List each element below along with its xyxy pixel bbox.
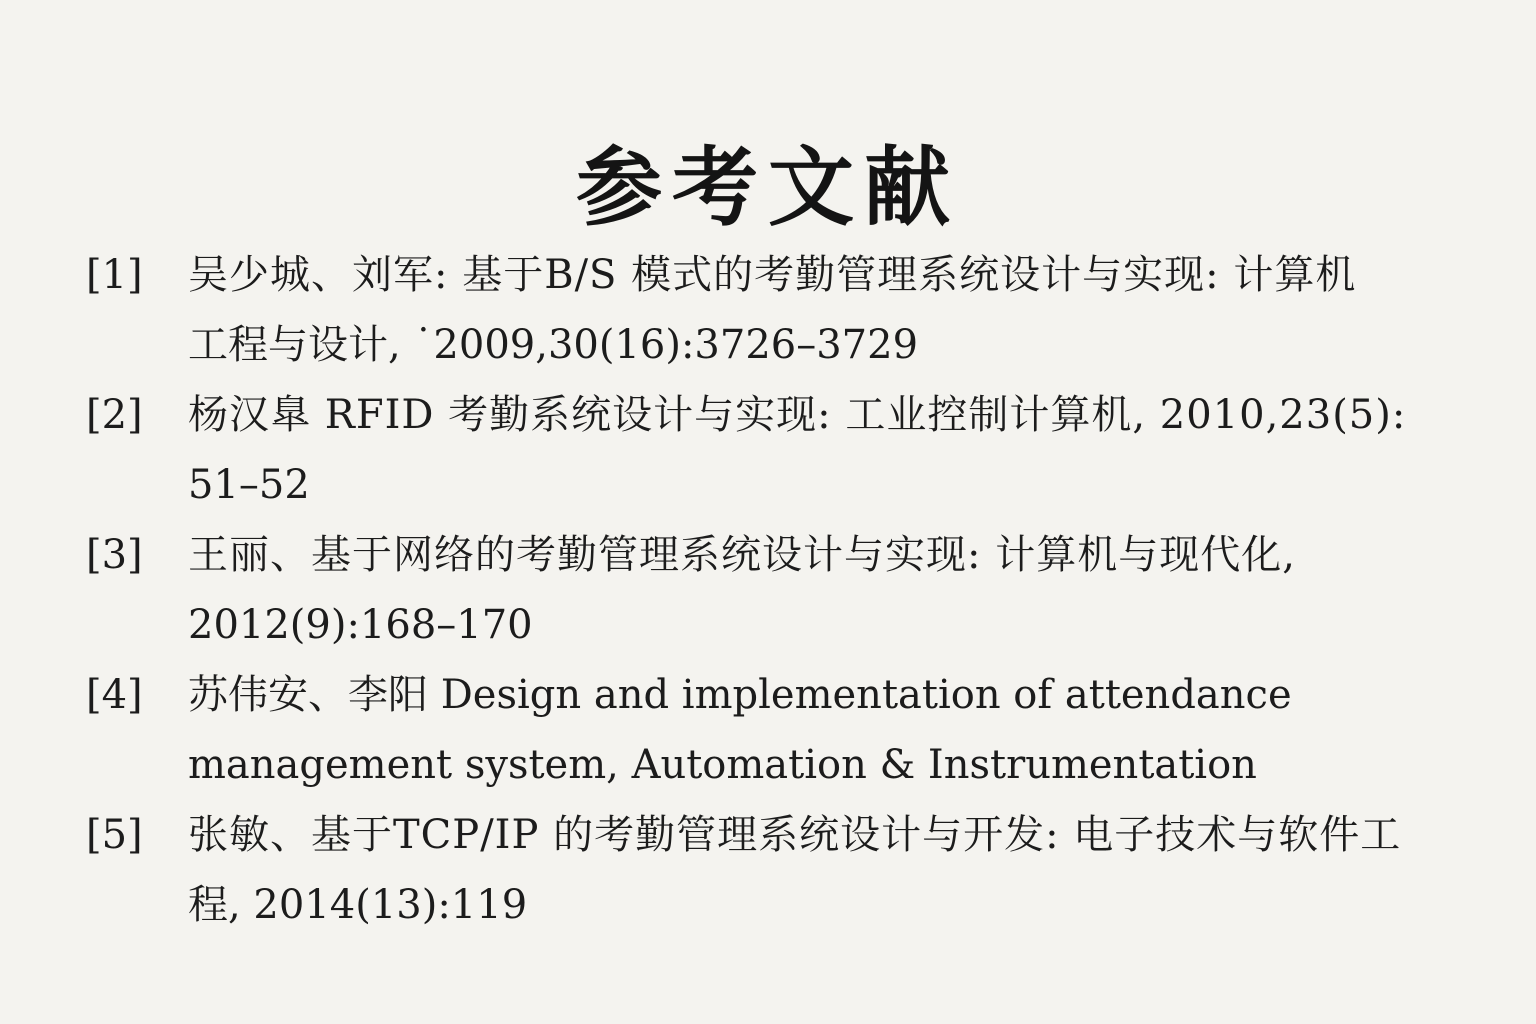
reference-line: 51–52 bbox=[188, 462, 310, 508]
reference-line: 张敏、基于TCP/IP 的考勤管理系统设计与开发: 电子技术与软件工 bbox=[188, 812, 1402, 858]
reference-text bbox=[188, 800, 1506, 940]
reference-item-3 bbox=[86, 520, 1506, 660]
reference-line: 程, 2014(13):119 bbox=[188, 882, 528, 928]
reference-text bbox=[188, 240, 1506, 380]
reference-line: 2012(9):168–170 bbox=[188, 602, 533, 648]
reference-number: [5] bbox=[86, 812, 143, 858]
reference-line: 杨汉臯 RFID 考勤系统设计与实现: 工业控制计算机, 2010,23(5): bbox=[188, 392, 1407, 438]
reference-number: [2] bbox=[86, 392, 143, 438]
reference-item-4 bbox=[86, 660, 1506, 800]
reference-line: 苏伟安、李阳 Design and implementation of attendance bbox=[188, 672, 1292, 718]
reference-text bbox=[188, 520, 1506, 660]
reference-text bbox=[188, 660, 1506, 800]
page-title: 参考文献 bbox=[576, 137, 960, 238]
reference-line: 工程与设计, ˙2009,30(16):3726–3729 bbox=[188, 322, 919, 368]
reference-number: [3] bbox=[86, 532, 143, 578]
reference-line: 吴少城、刘军: 基于B/S 模式的考勤管理系统设计与实现: 计算机 bbox=[188, 252, 1357, 298]
reference-line: management system, Automation & Instrumentation bbox=[188, 742, 1257, 788]
reference-number: [4] bbox=[86, 672, 143, 718]
reference-item-5 bbox=[86, 800, 1506, 940]
reference-item-1 bbox=[86, 240, 1506, 380]
reference-item-2 bbox=[86, 380, 1506, 520]
reference-text bbox=[188, 380, 1506, 520]
reference-line: 王丽、基于网络的考勤管理系统设计与实现: 计算机与现代化, bbox=[188, 532, 1296, 578]
reference-number: [1] bbox=[86, 252, 143, 298]
reference-list bbox=[86, 240, 1506, 940]
